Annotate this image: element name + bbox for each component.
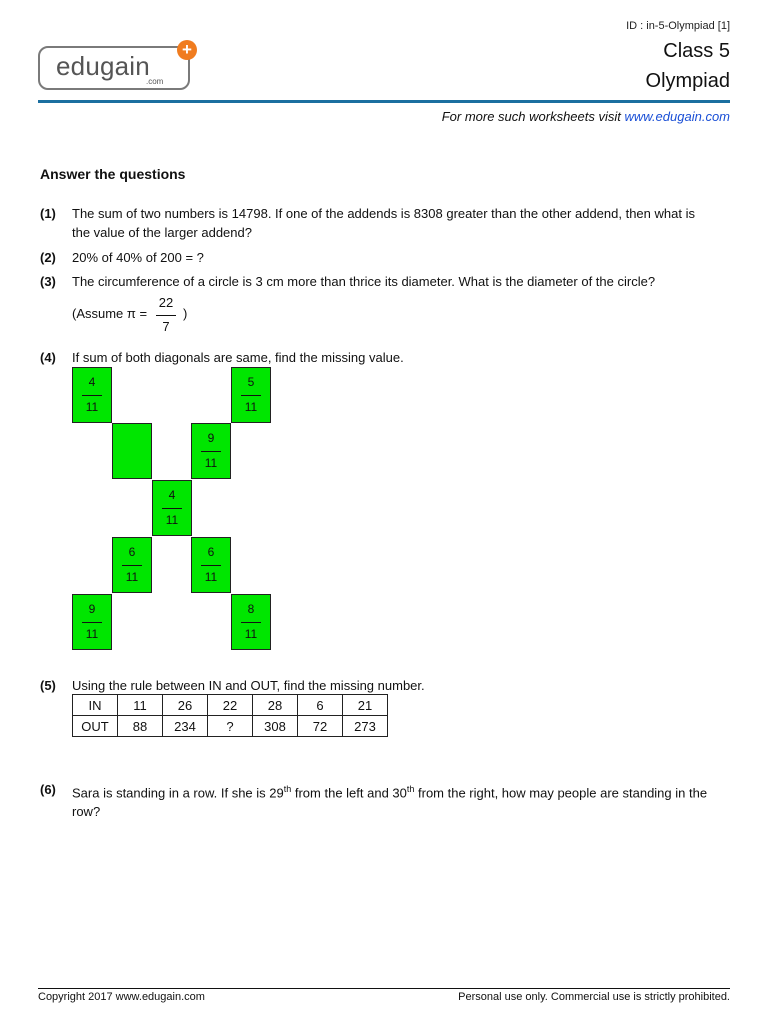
grid-cell-r1-right bbox=[231, 367, 271, 423]
question-1-text: The sum of two numbers is 14798. If one of the addends is 8308 greater than the other addend, then what is the value of the larger addend? bbox=[72, 206, 695, 240]
cell-fraction-bar bbox=[201, 451, 221, 452]
edugain-logo bbox=[38, 40, 192, 90]
cell-numerator: 4 bbox=[168, 488, 176, 502]
q6-text-part: from the right, how may people are standing in the row? bbox=[72, 785, 708, 820]
cell-fraction-bar bbox=[82, 395, 102, 396]
cell-denominator: 11 bbox=[204, 570, 218, 584]
table-cell: 11 bbox=[118, 695, 163, 716]
visit-text: For more such worksheets visit bbox=[441, 109, 625, 124]
cell-denominator: 11 bbox=[165, 513, 179, 527]
grid-cell-r1-left bbox=[72, 367, 112, 423]
cell-denominator: 11 bbox=[244, 400, 258, 414]
cell-denominator: 11 bbox=[85, 627, 99, 641]
question-4-text: If sum of both diagonals are same, find the missing value. bbox=[72, 350, 404, 365]
table-cell: 273 bbox=[343, 716, 388, 737]
q6-ordinal-suffix: th bbox=[283, 784, 292, 794]
in-out-table bbox=[72, 694, 388, 737]
visit-line bbox=[442, 109, 730, 124]
table-cell: 234 bbox=[163, 716, 208, 737]
question-6-text bbox=[72, 780, 712, 821]
table-cell: 308 bbox=[253, 716, 298, 737]
class-label: Class 5 bbox=[663, 40, 730, 62]
question-3-text: The circumference of a circle is 3 cm more than thrice its diameter. What is the diameter of the circle? bbox=[72, 274, 656, 289]
cell-numerator: 9 bbox=[207, 431, 215, 445]
footer-divider bbox=[38, 988, 730, 989]
cell-numerator: 4 bbox=[88, 375, 96, 389]
cell-denominator: 11 bbox=[85, 400, 99, 414]
grid-cell-r5-right bbox=[231, 594, 271, 650]
question-2-text: 20% of 40% of 200 = ? bbox=[72, 250, 204, 265]
cell-fraction-bar bbox=[201, 565, 221, 566]
grid-cell-r4-right bbox=[191, 537, 231, 593]
table-cell: ? bbox=[208, 716, 253, 737]
table-cell: 21 bbox=[343, 695, 388, 716]
cell-denominator: 11 bbox=[204, 456, 218, 470]
in-header: IN bbox=[73, 695, 118, 716]
cell-fraction-bar bbox=[122, 565, 142, 566]
cell-fraction-bar bbox=[241, 395, 261, 396]
question-4-number: (4) bbox=[40, 350, 56, 365]
footer-notice: Personal use only. Commercial use is strictly prohibited. bbox=[458, 991, 730, 1003]
table-cell: 6 bbox=[298, 695, 343, 716]
cell-denominator: 11 bbox=[125, 570, 139, 584]
q6-ordinal-suffix: th bbox=[406, 784, 415, 794]
question-3-number: (3) bbox=[40, 274, 56, 289]
assume-prefix: (Assume π = bbox=[72, 306, 148, 321]
grid-cell-r5-left bbox=[72, 594, 112, 650]
q6-text-part: Sara is standing in a row. If she is 29 bbox=[72, 785, 284, 801]
cell-numerator: 8 bbox=[247, 602, 255, 616]
logo-com: .com bbox=[146, 77, 164, 86]
question-5-text: Using the rule between IN and OUT, find the missing number. bbox=[72, 678, 425, 693]
footer-copyright: Copyright 2017 www.edugain.com bbox=[38, 991, 205, 1003]
table-cell: 88 bbox=[118, 716, 163, 737]
pi-denominator: 7 bbox=[162, 319, 170, 334]
logo-text: edugain bbox=[56, 51, 150, 81]
table-cell: 22 bbox=[208, 695, 253, 716]
pi-fraction-bar bbox=[156, 315, 176, 316]
table-cell: 72 bbox=[298, 716, 343, 737]
question-5-number: (5) bbox=[40, 678, 56, 693]
worksheet-id: ID : in-5-Olympiad [1] bbox=[626, 20, 730, 32]
question-6-number: (6) bbox=[40, 782, 56, 797]
subject-label: Olympiad bbox=[645, 70, 730, 92]
cell-fraction-bar bbox=[162, 508, 182, 509]
pi-numerator: 22 bbox=[158, 295, 174, 310]
logo-plus-icon: + bbox=[177, 40, 197, 60]
out-header: OUT bbox=[73, 716, 118, 737]
cell-fraction-bar bbox=[241, 622, 261, 623]
cell-denominator: 11 bbox=[244, 627, 258, 641]
table-row bbox=[73, 695, 388, 716]
assume-suffix: ) bbox=[183, 306, 188, 321]
header-divider bbox=[38, 100, 730, 103]
table-row bbox=[73, 716, 388, 737]
edugain-link[interactable]: www.edugain.com bbox=[624, 109, 730, 124]
cell-numerator: 6 bbox=[128, 545, 136, 559]
question-1-number: (1) bbox=[40, 206, 56, 221]
section-title: Answer the questions bbox=[40, 166, 186, 182]
grid-cell-r3-center bbox=[152, 480, 192, 536]
cell-fraction-bar bbox=[82, 622, 102, 623]
question-2-number: (2) bbox=[40, 250, 56, 265]
cell-numerator: 6 bbox=[207, 545, 215, 559]
table-cell: 28 bbox=[253, 695, 298, 716]
cell-numerator: 5 bbox=[247, 375, 255, 389]
grid-cell-r2-right bbox=[191, 423, 231, 479]
q6-text-part: from the left and 30 bbox=[291, 785, 407, 801]
grid-cell-r4-left bbox=[112, 537, 152, 593]
grid-cell-missing bbox=[112, 423, 152, 479]
table-cell: 26 bbox=[163, 695, 208, 716]
cell-numerator: 9 bbox=[88, 602, 96, 616]
